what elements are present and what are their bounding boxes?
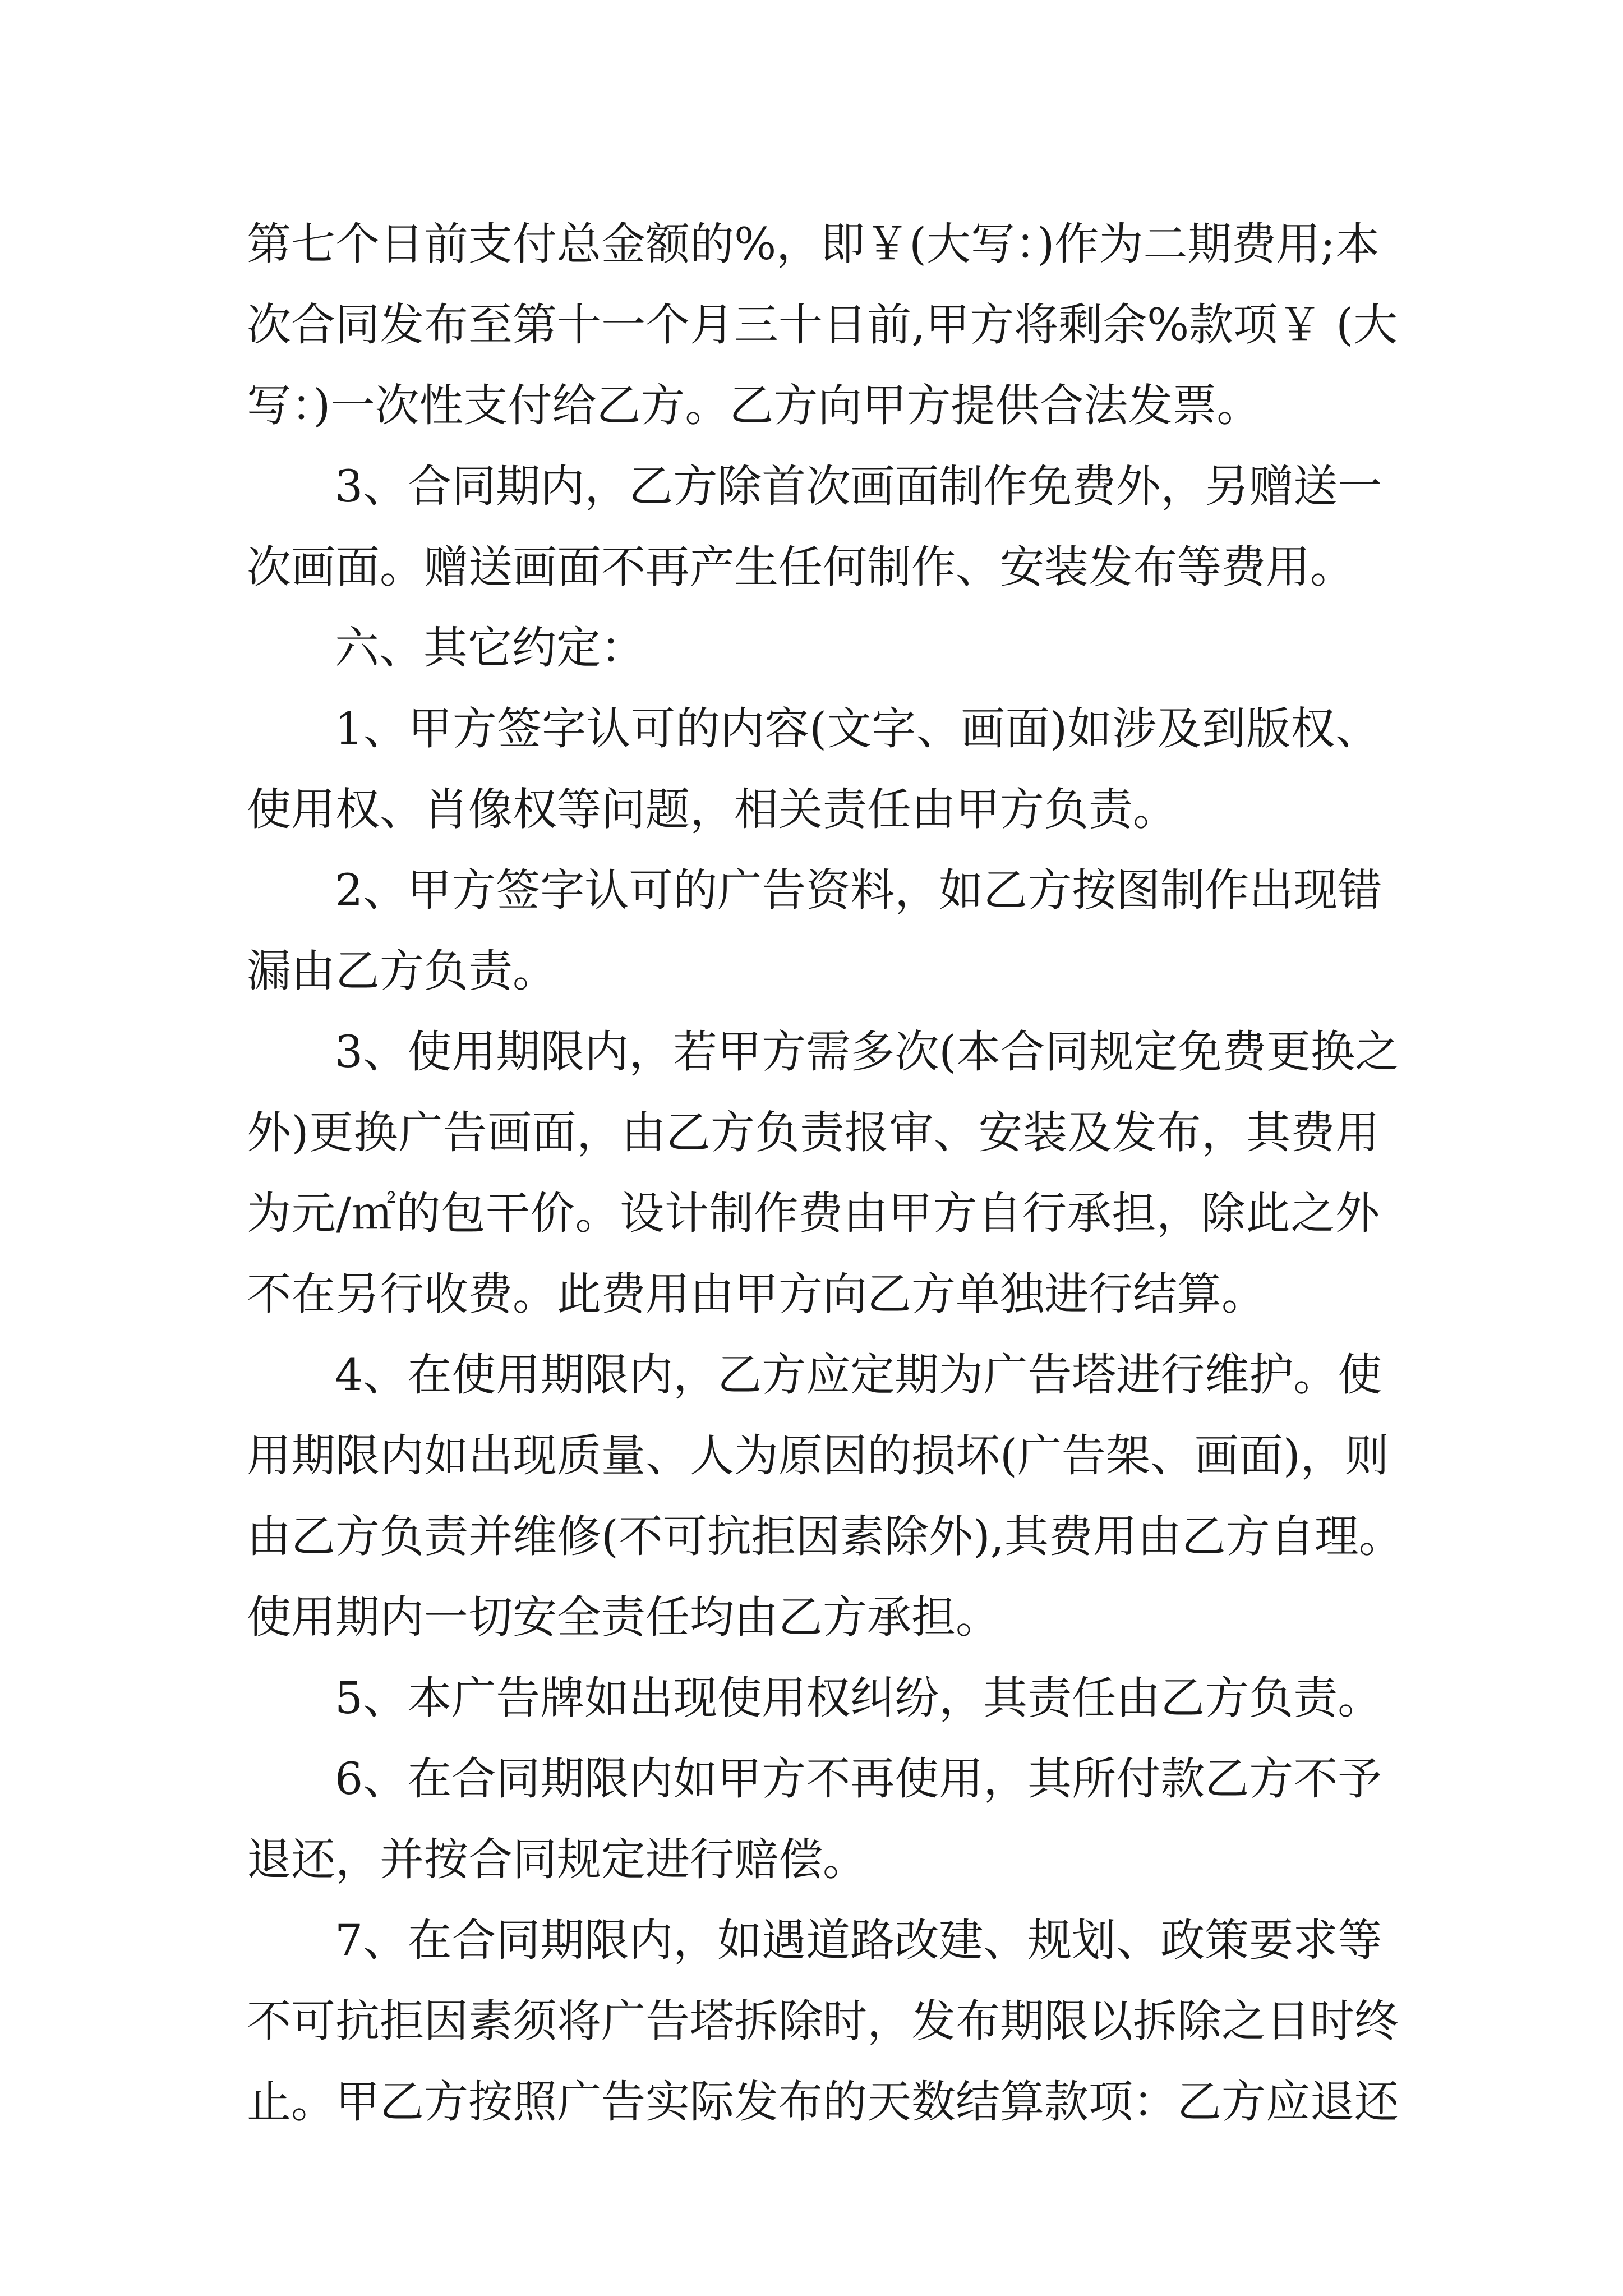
text-line: 1、甲方签字认可的内容(文字、画面)如涉及到版权、 bbox=[335, 703, 1380, 754]
text-line: 次合同发布至第十一个月三十日前,甲方将剩余%款项￥ (大 bbox=[247, 299, 1398, 351]
text-line: 外)更换广告画面，由乙方负责报审、安装及发布，其费用 bbox=[247, 1107, 1380, 1158]
text-line: 3、合同期内，乙方除首次画面制作免费外，另赠送一 bbox=[335, 461, 1382, 512]
section-heading: 六、其它约定： bbox=[335, 622, 645, 674]
text-line: 使用期内一切安全责任均由乙方承担。 bbox=[247, 1591, 1000, 1643]
text-line: 2、甲方签字认可的广告资料，如乙方按图制作出现错 bbox=[335, 864, 1382, 916]
text-line: 6、在合同期限内如甲方不再使用，其所付款乙方不予 bbox=[335, 1753, 1382, 1805]
text-line: 退还，并按合同规定进行赔偿。 bbox=[247, 1834, 867, 1885]
text-line: 第七个日前支付总金额的%，即￥(大写：)作为二期费用;本 bbox=[247, 218, 1380, 270]
text-line: 使用权、肖像权等问题，相关责任由甲方负责。 bbox=[247, 784, 1177, 835]
text-line: 7、在合同期限内，如遇道路改建、规划、政策要求等 bbox=[335, 1915, 1382, 1966]
text-line: 为元/㎡的包干价。设计制作费由甲方自行承担，除此之外 bbox=[247, 1188, 1380, 1239]
text-line: 不在另行收费。此费用由甲方向乙方单独进行结算。 bbox=[247, 1268, 1266, 1320]
text-line: 写：)一次性支付给乙方。乙方向甲方提供合法发票。 bbox=[247, 380, 1261, 431]
text-line: 由乙方负责并维修(不可抗拒因素除外),其费用由乙方自理。 bbox=[247, 1511, 1403, 1562]
text-line: 用期限内如出现质量、人为原因的损坏(广告架、画面)，则 bbox=[247, 1430, 1389, 1481]
text-line: 漏由乙方负责。 bbox=[247, 945, 557, 997]
text-line: 不可抗拒因素须将广告塔拆除时，发布期限以拆除之日时终 bbox=[247, 1995, 1399, 2047]
text-line: 止。甲乙方按照广告实际发布的天数结算款项：乙方应退还 bbox=[247, 2076, 1399, 2128]
text-line: 次画面。赠送画面不再产生任何制作、安装发布等费用。 bbox=[247, 541, 1354, 593]
text-line: 5、本广告牌如出现使用权纠纷，其责任由乙方负责。 bbox=[335, 1672, 1382, 1724]
text-line: 4、在使用期限内，乙方应定期为广告塔进行维护。使 bbox=[335, 1349, 1382, 1401]
text-line: 3、使用期限内，若甲方需多次(本合同规定免费更换之 bbox=[335, 1026, 1400, 1078]
